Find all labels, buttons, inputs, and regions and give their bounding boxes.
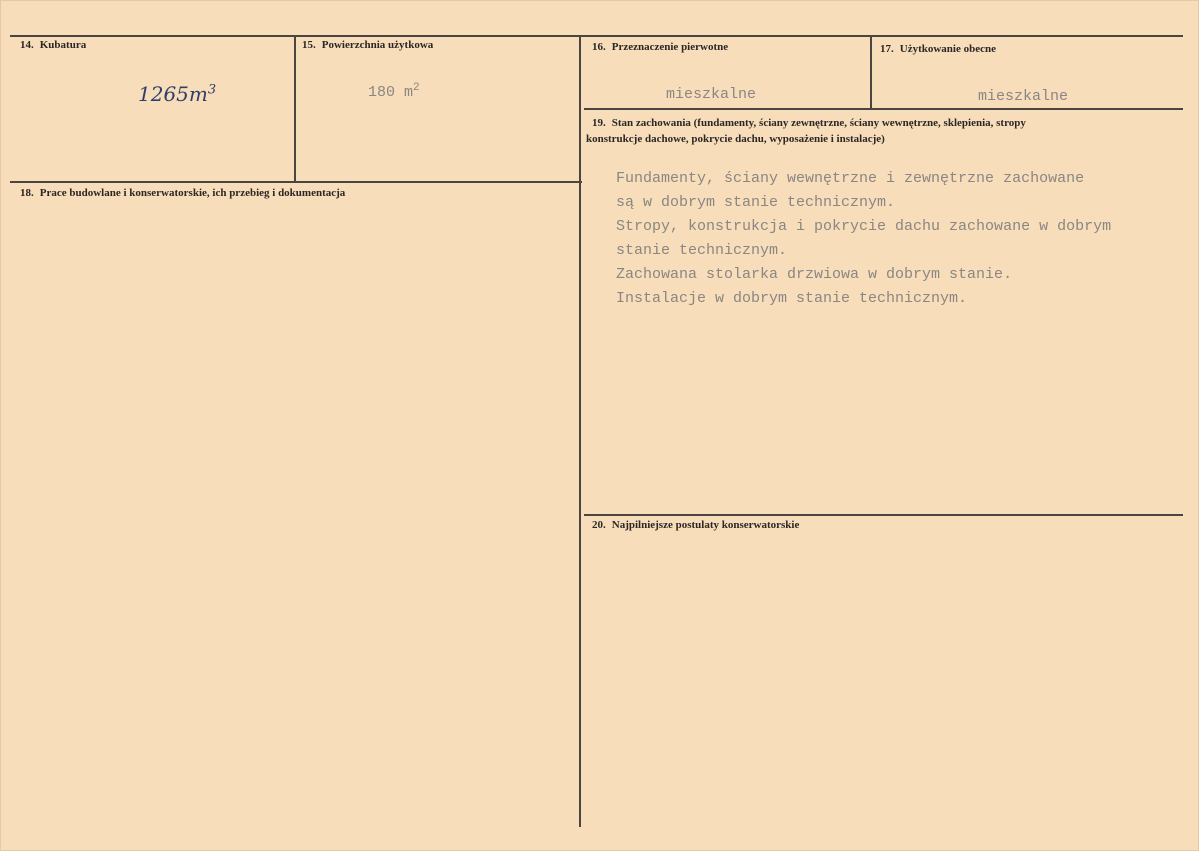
field-19-number: 19.: [592, 117, 606, 129]
divider-16-17: [870, 35, 872, 108]
field-14-number: 14.: [20, 39, 34, 51]
field-15-value-unit-exp: 2: [413, 82, 420, 94]
field-15-label: [302, 38, 433, 52]
field-19-label-line2: konstrukcje dachowe, pokrycie dachu, wyposażenie i instalacje): [586, 133, 885, 145]
field-15-value: [368, 82, 420, 101]
field-14-value-unit-exp: 3: [207, 82, 217, 98]
field-20-number: 20.: [592, 519, 606, 531]
field-14-value-text: 1265m: [138, 82, 208, 106]
top-rule: [10, 35, 1183, 37]
description-line: stanie technicznym.: [616, 242, 788, 259]
description-line: Instalacje w dobrym stanie technicznym.: [616, 290, 968, 307]
field-15-title: Powierzchnia użytkowa: [321, 39, 434, 51]
rule-under-16-17: [584, 108, 1183, 110]
field-19-title-line1: Stan zachowania (fundamenty, ściany zewnętrzne, ściany wewnętrzne, sklepienia, stropy: [611, 117, 1026, 129]
divider-14-15: [294, 35, 296, 181]
field-14-title: Kubatura: [39, 39, 87, 51]
field-18-title: Prace budowlane i konserwatorskie, ich przebieg i dokumentacja: [39, 187, 346, 199]
field-18-label: [20, 186, 345, 200]
field-17-number: 17.: [880, 43, 894, 55]
field-16-title: Przeznaczenie pierwotne: [611, 41, 729, 53]
description-line: są w dobrym stanie technicznym.: [616, 194, 896, 211]
field-19-label: [592, 116, 1026, 130]
field-14-value: [138, 82, 216, 106]
field-17-title: Użytkowanie obecne: [899, 43, 996, 55]
field-16-value: mieszkalne: [666, 86, 757, 103]
field-16-label: [592, 40, 728, 54]
field-20-label: [592, 518, 799, 532]
description-line: Fundamenty, ściany wewnętrzne i zewnętrzne zachowane: [616, 170, 1085, 187]
field-14-label: [20, 38, 86, 52]
field-15-number: 15.: [302, 39, 316, 51]
field-20-title: Najpilniejsze postulaty konserwatorskie: [611, 519, 800, 531]
main-divider: [579, 35, 581, 827]
description-line: Zachowana stolarka drzwiowa w dobrym stanie.: [616, 266, 1013, 283]
field-17-label: [880, 42, 996, 56]
field-17-value: mieszkalne: [978, 88, 1069, 105]
field-19-description: [616, 167, 1111, 311]
field-15-value-text: 180 m: [368, 84, 414, 101]
rule-above-18: [10, 181, 582, 183]
field-16-number: 16.: [592, 41, 606, 53]
field-18-number: 18.: [20, 187, 34, 199]
rule-above-20: [584, 514, 1183, 516]
description-line: Stropy, konstrukcja i pokrycie dachu zachowane w dobrym: [616, 218, 1112, 235]
